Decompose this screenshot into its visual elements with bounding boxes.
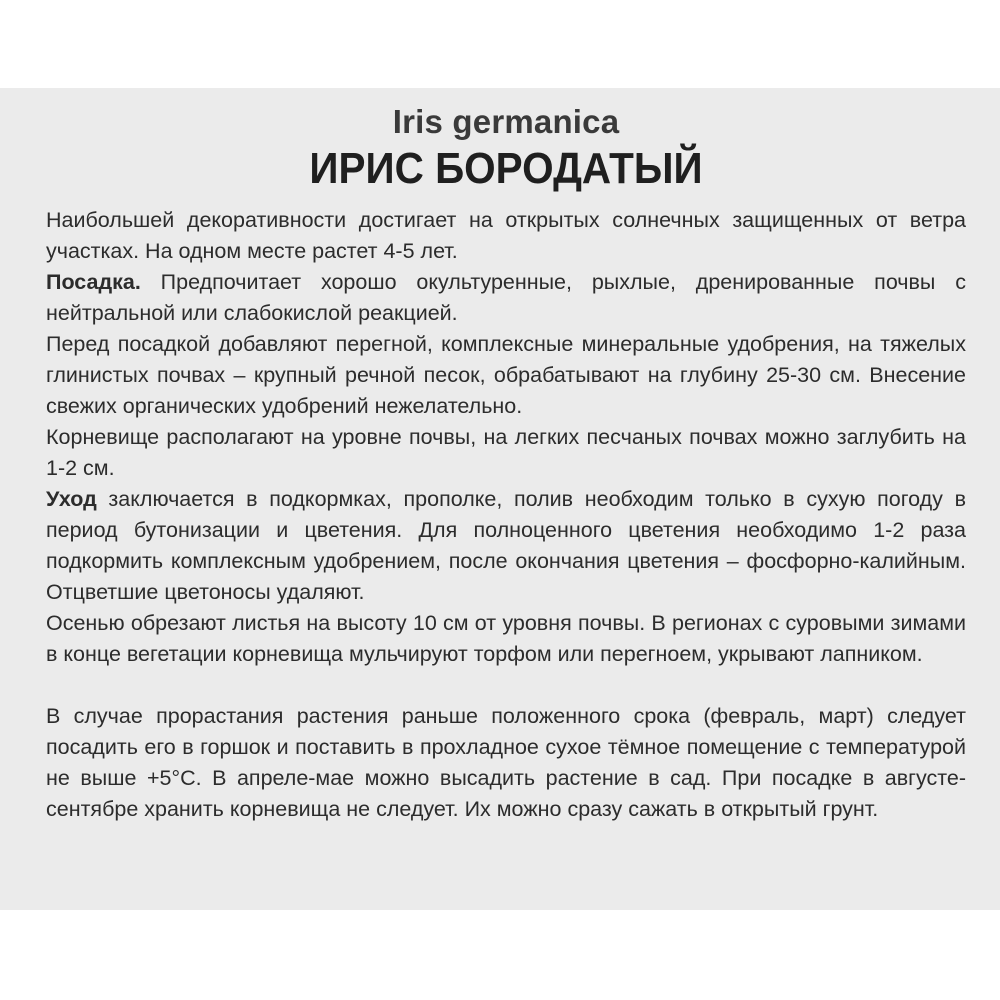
paragraph-text: Корневище располагают на уровне почвы, на легких песчаных почвах можно заглубить на 1-2 см. [46, 425, 966, 480]
paragraph-soil-prep [46, 329, 966, 422]
paragraph-text: Предпочитает хорошо окультуренные, рыхлые, дренированные почвы с нейтральной или слабокислой реакцией. [46, 270, 966, 325]
paragraph-planting [46, 267, 966, 329]
paragraph-intro [46, 205, 966, 267]
paragraph-text: заключается в подкормках, прополке, полив необходим только в сухую погоду в период бутонизации и цветения. Для полноценного цветения необходимо 1-2 раза подкормить комплексным удобрением, после окончания цветения – фосфорно-калийным. Отцветшие цветоносы удаляют. [46, 487, 966, 604]
paragraph-lead: Уход [46, 487, 97, 511]
paragraph-autumn [46, 608, 966, 670]
paragraph-text: Осенью обрезают листья на высоту 10 см от уровня почвы. В регионах с суровыми зимами в конце вегетации корневища мульчируют торфом или перегноем, укрывают лапником. [46, 611, 966, 666]
paragraph-lead: Посадка. [46, 270, 141, 294]
russian-name-title: ИРИС БОРОДАТЫЙ [309, 144, 703, 193]
latin-name-title: Iris germanica [392, 103, 620, 140]
paragraph-text: Перед посадкой добавляют перегной, комплексные минеральные удобрения, на тяжелых глинистых почвах – крупный речной песок, обрабатывают на глубину 25-30 см. Внесение свежих органических удобрений нежелательно. [46, 332, 966, 418]
paragraph-text: Наибольшей декоративности достигает на открытых солнечных защищенных от ветра участках. На одном месте растет 4-5 лет. [46, 208, 966, 263]
paragraph-early-sprouting [46, 701, 966, 825]
paragraph-text: В случае прорастания растения раньше положенного срока (февраль, март) следует посадить его в горшок и поставить в прохладное сухое тёмное помещение с температурой не выше +5°С. В апреле-мае можно высадить растение в сад. При посадке в августе-сентябре хранить корневища не следует. Их можно сразу сажать в открытый грунт. [46, 704, 966, 821]
paragraph-rhizome-depth [46, 422, 966, 484]
paragraph-care [46, 484, 966, 608]
care-instructions-text [46, 205, 966, 825]
instruction-card [0, 88, 1000, 910]
